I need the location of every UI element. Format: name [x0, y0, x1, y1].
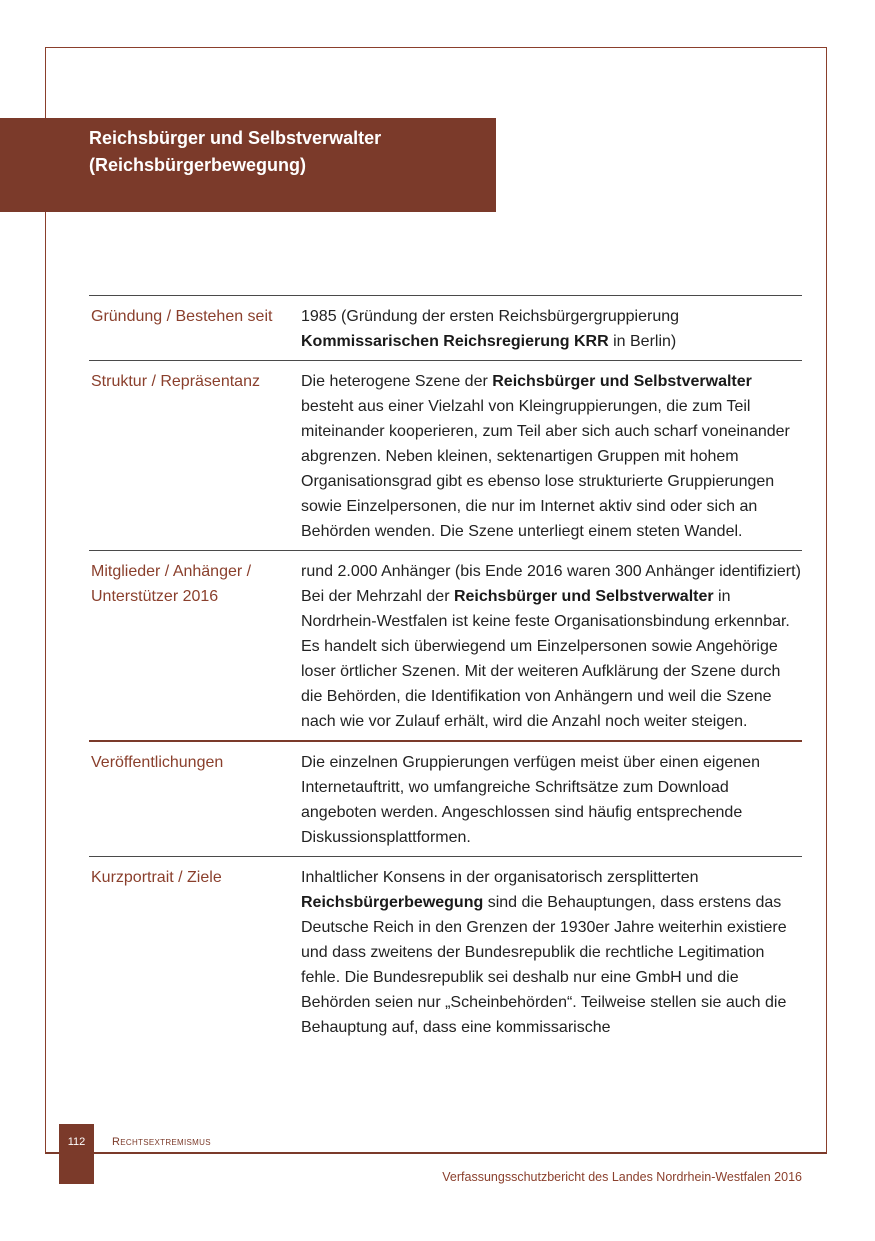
title-line-1: Reichsbürger und Selbstverwalter	[89, 128, 382, 148]
table-row	[89, 551, 802, 742]
row-label-mitglieder: Mitglieder / Anhänger / Unterstützer 2016	[91, 563, 252, 605]
row-label-struktur: Struktur / Repräsentanz	[91, 373, 260, 390]
row-label-gruendung: Gründung / Bestehen seit	[91, 308, 273, 325]
profile-table	[89, 295, 802, 1040]
row-content-veroeffentlichungen: Die einzelnen Gruppierungen verfügen meist über einen eigenen Internetauftritt, wo umfangreiche Schriftsätze zum Download angeboten werden. Angeschlossen sind häufig entsprechende Diskussionsplattformen.	[301, 754, 760, 846]
row-label-kurzportrait: Kurzportrait / Ziele	[91, 869, 222, 886]
footer-publication: Verfassungsschutzbericht des Landes Nordrhein-Westfalen 2016	[442, 1170, 802, 1184]
table-row	[89, 361, 802, 551]
title-banner	[0, 118, 496, 212]
row-label-veroeffentlichungen: Veröffentlichungen	[91, 754, 224, 771]
section-name: Rechtsextremismus	[112, 1136, 211, 1148]
table-row	[89, 296, 802, 361]
title-line-2: (Reichsbürgerbewegung)	[89, 155, 307, 175]
page-number: 112	[59, 1124, 94, 1184]
row-content-struktur: Die heterogene Szene der Reichsbürger und Selbstverwalter besteht aus einer Vielzahl von Kleingruppierungen, die zum Teil miteinander kooperieren, zum Teil aber sich auch scharf voneinander abgrenzen. Neben kleinen, sektenartigen Gruppen mit hohem Organisationsgrad gibt es ebenso lose strukturierte Gruppierungen sowie Einzelpersonen, die nur im Internet aktiv sind oder sich an Behörden wenden. Die Szene unterliegt einem steten Wandel.	[301, 373, 790, 540]
row-content-gruendung: 1985 (Gründung der ersten Reichsbürgergruppierung Kommissarischen Reichsregierung KRR in Berlin)	[301, 308, 680, 350]
table-row	[89, 741, 802, 857]
row-content-mitglieder: rund 2.000 Anhänger (bis Ende 2016 waren 300 Anhänger identifiziert) Bei der Mehrzahl der Reichsbürger und Selbstverwalter in Nordrhein-Westfalen ist keine feste Organisationsbindung erkennbar. Es handelt sich überwiegend um Einzelpersonen sowie Angehörige loser örtlicher Szenen. Mit der weiteren Aufklärung der Szene durch die Behörden, die Identifikation von Anhängern und weil die Szene nach wie vor Zulauf erhält, wird die Anzahl noch weiter steigen.	[301, 563, 801, 730]
row-content-kurzportrait: Inhaltlicher Konsens in der organisatorisch zersplitterten Reichsbürgerbewegung sind die Behauptungen, dass erstens das Deutsche Reich in den Grenzen der 1930er Jahre weiterhin existiere und dass zweitens der Bundesrepublik die rechtliche Legitimation fehle. Die Bundesrepublik sei deshalb nur eine GmbH und die Behörden seien nur „Scheinbehörden“. Teilweise stellen sie auch die Behauptung auf, dass eine kommissarische	[301, 869, 787, 1036]
table-row	[89, 857, 802, 1041]
